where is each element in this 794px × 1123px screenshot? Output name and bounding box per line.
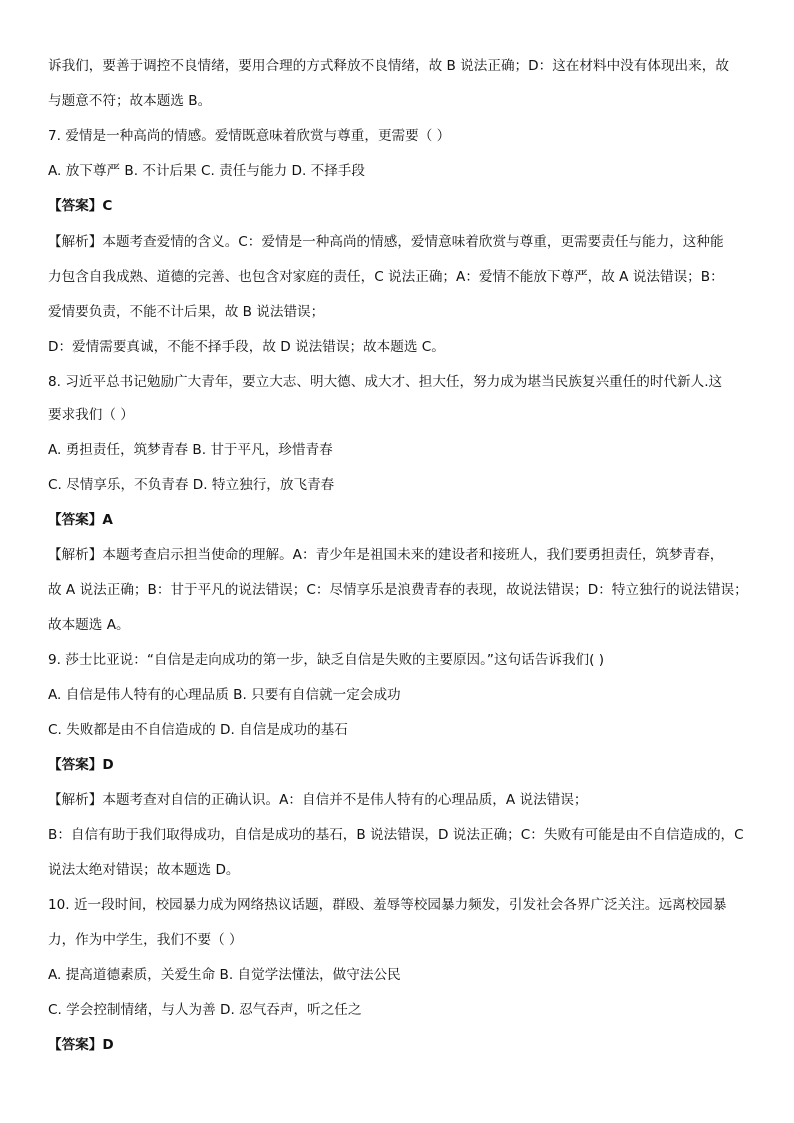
question-9-options: A. 自信是伟人特有的心理品质 B. 只要有自信就一定会成功 — [48, 687, 401, 703]
question-8-options: A. 勇担责任，筑梦青春 B. 甘于平凡，珍惜青春 — [48, 442, 333, 458]
answer-label: 【答案】A — [48, 512, 113, 528]
question-9-options: C. 失败都是由不自信造成的 D. 自信是成功的基石 — [48, 722, 348, 738]
answer-label: 【答案】D — [48, 1037, 114, 1053]
question-7: 7. 爱情是一种高尚的情感。爱情既意味着欣赏与尊重，更需要（ ） — [48, 128, 451, 144]
question-10: 力，作为中学生，我们不要（ ） — [48, 932, 243, 948]
analysis-line: 爱情要负责，不能不计后果，故 B 说法错误； — [48, 304, 325, 320]
analysis-line: 说法太绝对错误；故本题选 D。 — [48, 862, 240, 878]
analysis-line: D：爱情需要真诚，不能不择手段，故 D 说法错误；故本题选 C。 — [48, 339, 445, 355]
answer-label: 【答案】C — [48, 198, 113, 214]
analysis-line: 【解析】本题考查启示担当使命的理解。A：青少年是祖国未来的建设者和接班人，我们要勇担责任，筑梦青春， — [48, 547, 724, 563]
analysis-line: 【解析】本题考查爱情的含义。C：爱情是一种高尚的情感，爱情意味着欣赏与尊重，更需要责任与能力，这种能 — [48, 234, 724, 250]
question-8: 要求我们（ ） — [48, 407, 134, 423]
analysis-line: 【解析】本题考查对自信的正确认识。A：自信并不是伟人特有的心理品质，A 说法错误； — [48, 792, 588, 808]
analysis-line: 力包含自我成熟、道德的完善、也包含对家庭的责任，C 说法正确；A：爱情不能放下尊严，故 A 说法错误；B： — [48, 269, 724, 285]
question-10: 10. 近一段时间，校园暴力成为网络热议话题，群殴、羞辱等校园暴力频发，引发社会各界广泛关注。远离校园暴 — [48, 897, 727, 913]
question-8: 8. 习近平总书记勉励广大青年，要立大志、明大德、成大才、担大任，努力成为堪当民族复兴重任的时代新人.这 — [48, 374, 723, 390]
question-10-options: A. 提高道德素质，关爱生命 B. 自觉学法懂法，做守法公民 — [48, 967, 401, 983]
analysis-line: B：自信有助于我们取得成功，自信是成功的基石，B 说法错误，D 说法正确；C：失败有可能是由不自信造成的，C — [48, 827, 744, 843]
question-9: 9. 莎士比亚说：“自信是走向成功的第一步，缺乏自信是失败的主要原因。”这句话告诉我们( ) — [48, 652, 605, 668]
analysis-line: 故本题选 A。 — [48, 617, 130, 633]
text-line: 诉我们，要善于调控不良情绪，要用合理的方式释放不良情绪，故 B 说法正确；D：这在材料中没有体现出来，故 — [48, 58, 729, 74]
text-line: 与题意不符；故本题选 B。 — [48, 93, 212, 109]
question-7-options: A. 放下尊严 B. 不计后果 C. 责任与能力 D. 不择手段 — [48, 163, 365, 179]
answer-label: 【答案】D — [48, 757, 114, 773]
question-8-options: C. 尽情享乐，不负青春 D. 特立独行，放飞青春 — [48, 477, 335, 493]
question-10-options: C. 学会控制情绪，与人为善 D. 忍气吞声，听之任之 — [48, 1002, 362, 1018]
analysis-line: 故 A 说法正确；B：甘于平凡的说法错误；C：尽情享乐是浪费青春的表现，故说法错误；D：特立独行的说法错误； — [48, 582, 748, 598]
